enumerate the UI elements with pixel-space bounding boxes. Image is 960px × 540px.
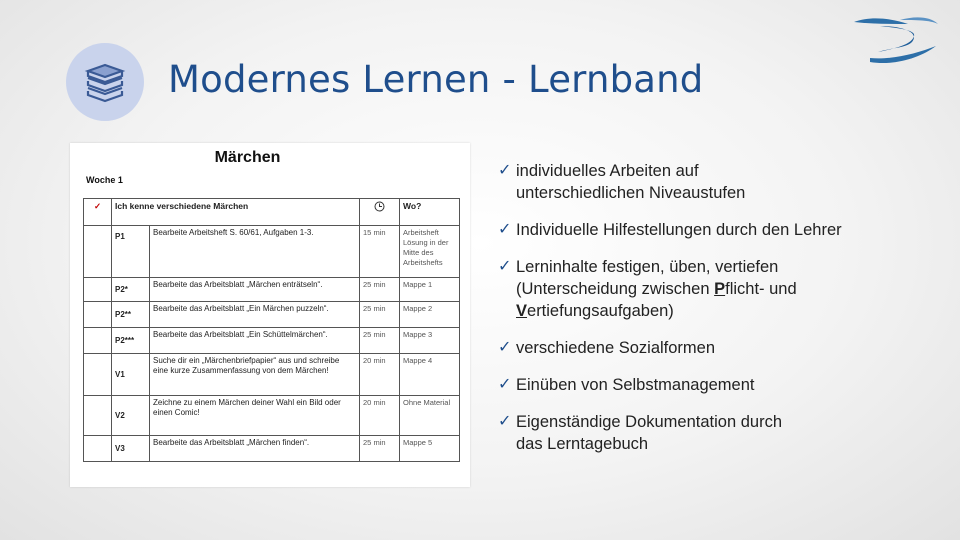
row-time: 15 min — [360, 226, 400, 278]
row-level: P2** — [112, 302, 150, 328]
underlined-letter: P — [714, 280, 726, 298]
header-task: Ich kenne verschiedene Märchen — [112, 199, 360, 226]
row-level: P2* — [112, 278, 150, 302]
logo-badge — [66, 43, 144, 121]
row-time: 25 min — [360, 436, 400, 462]
row-where: Mappe 5 — [400, 436, 460, 462]
checkmark-icon: ✓ — [498, 221, 512, 238]
table-header-row — [84, 199, 460, 226]
wave-s-logo — [850, 14, 942, 68]
list-item — [498, 411, 938, 455]
text-part: flicht- und — [725, 280, 797, 298]
row-time: 25 min — [360, 278, 400, 302]
list-item-text: Einüben von Selbstmanagement — [516, 376, 755, 394]
row-task: Bearbeite das Arbeitsblatt „Ein Märchen puzzeln“. — [150, 302, 360, 328]
list-item — [498, 256, 938, 322]
row-level: V1 — [112, 354, 150, 396]
clock-icon — [360, 199, 400, 226]
row-where: Arbeitsheft Lösung in der Mitte des Arbeitshefts — [400, 226, 460, 278]
brand-logo — [850, 14, 942, 73]
row-time: 20 min — [360, 354, 400, 396]
table-row — [84, 436, 460, 462]
row-task: Bearbeite das Arbeitsblatt „Märchen enträtseln“. — [150, 278, 360, 302]
table-row — [84, 278, 460, 302]
checkmark-icon: ✓ — [498, 413, 512, 430]
row-where: Mappe 1 — [400, 278, 460, 302]
checkmark-icon: ✓ — [498, 376, 512, 393]
task-table — [83, 198, 460, 462]
checkmark-icon: ✓ — [498, 339, 512, 356]
list-item-text — [516, 258, 797, 320]
list-item — [498, 219, 938, 241]
row-level: P1 — [112, 226, 150, 278]
list-item — [498, 374, 938, 396]
worksheet-title: Märchen — [214, 149, 281, 166]
row-task: Bearbeite das Arbeitsblatt „Märchen finden“. — [150, 436, 360, 462]
text-part: Lerninhalte festigen, üben, vertiefen (Unterscheidung zwischen — [516, 258, 779, 298]
checkmark-icon: ✓ — [498, 258, 512, 275]
table-row — [84, 396, 460, 436]
row-level: P2*** — [112, 328, 150, 354]
worksheet-week: Woche 1 — [86, 175, 123, 185]
list-item-text: individuelles Arbeiten auf unterschiedlichen Niveaustufen — [516, 162, 746, 202]
list-item-text: Individuelle Hilfestellungen durch den Lehrer — [516, 221, 842, 239]
text-part: ertiefungsaufgaben) — [527, 302, 674, 320]
row-where: Mappe 2 — [400, 302, 460, 328]
table-row — [84, 302, 460, 328]
check-mark-icon: ✓ — [84, 199, 112, 226]
row-task: Suche dir ein „Märchenbriefpapier“ aus und schreibe eine kurze Zusammenfassung von dem Märchen! — [150, 354, 360, 396]
row-level: V2 — [112, 396, 150, 436]
feature-list — [498, 160, 938, 470]
table-row — [84, 328, 460, 354]
row-time: 20 min — [360, 396, 400, 436]
row-where: Mappe 3 — [400, 328, 460, 354]
books-icon — [82, 57, 128, 105]
list-item-text: Eigenständige Dokumentation durch das Lerntagebuch — [516, 413, 783, 453]
checkmark-icon: ✓ — [498, 162, 512, 179]
row-time: 25 min — [360, 302, 400, 328]
table-row — [84, 354, 460, 396]
list-item — [498, 160, 938, 204]
row-task: Bearbeite das Arbeitsblatt „Ein Schüttelmärchen“. — [150, 328, 360, 354]
worksheet-image — [70, 143, 470, 487]
row-task: Bearbeite Arbeitsheft S. 60/61, Aufgaben 1-3. — [150, 226, 360, 278]
table-row — [84, 226, 460, 278]
header-where: Wo? — [400, 199, 460, 226]
row-time: 25 min — [360, 328, 400, 354]
list-item-text: verschiedene Sozialformen — [516, 339, 716, 357]
row-task: Zeichne zu einem Märchen deiner Wahl ein Bild oder einen Comic! — [150, 396, 360, 436]
page-title: Modernes Lernen - Lernband — [168, 58, 704, 101]
row-level: V3 — [112, 436, 150, 462]
underlined-letter: V — [516, 302, 528, 320]
row-where: Ohne Material — [400, 396, 460, 436]
list-item — [498, 337, 938, 359]
row-where: Mappe 4 — [400, 354, 460, 396]
